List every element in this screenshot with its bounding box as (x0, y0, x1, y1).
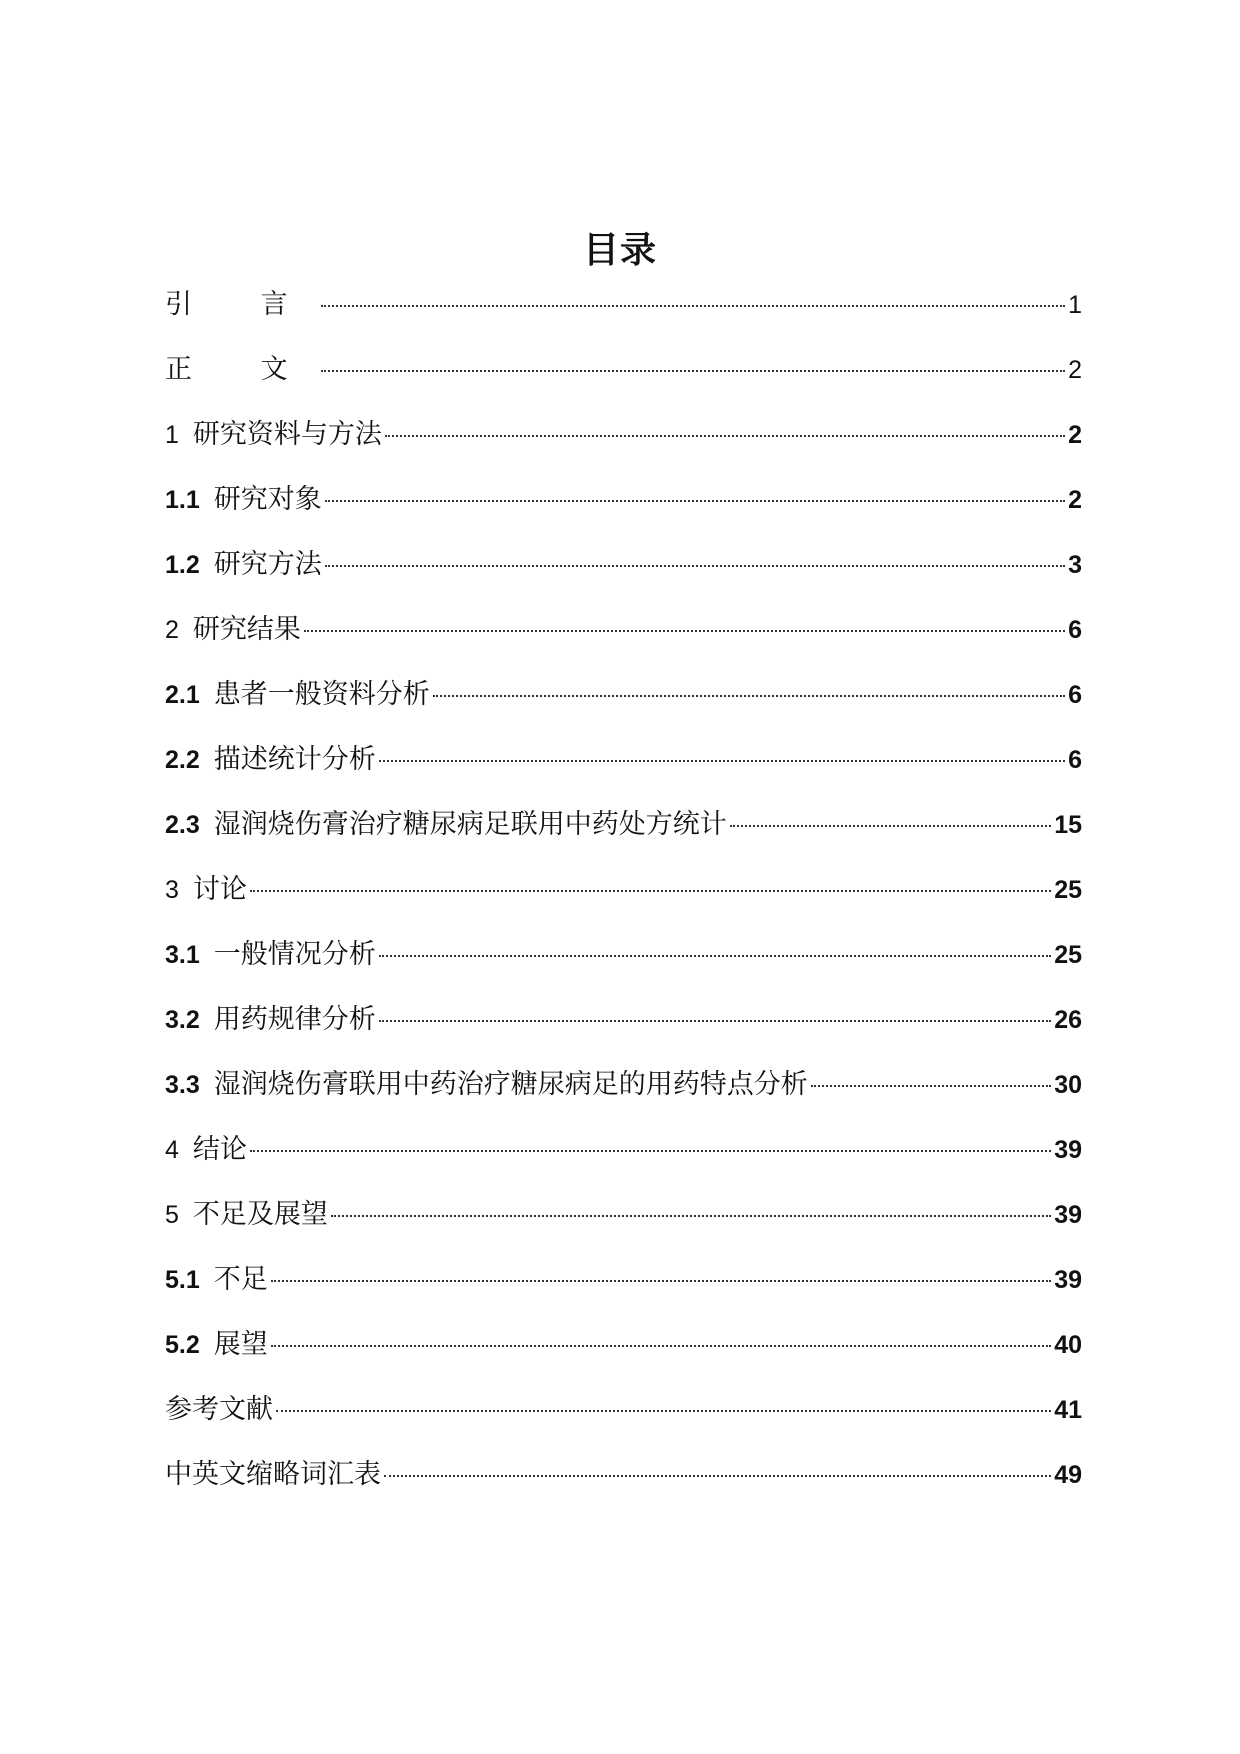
toc-entry-label: 讨论 (192, 874, 247, 905)
toc-entry-page-number: 39 (1054, 1266, 1082, 1294)
toc-entry-label: 患者一般资料分析 (213, 679, 430, 710)
toc-entry-label: 研究结果 (192, 614, 301, 645)
toc-entry-page-number: 6 (1068, 681, 1082, 709)
toc-entry-number: 4 (165, 1136, 179, 1164)
toc-entry-label: 不足 (213, 1264, 268, 1295)
toc-entry-label: 中英文缩略词汇表 (165, 1459, 381, 1490)
toc-entry[interactable] (165, 1196, 1082, 1261)
toc-entry-label: 结论 (192, 1134, 247, 1165)
toc-dot-leader (385, 435, 1065, 437)
toc-entry[interactable] (165, 1456, 1082, 1521)
toc-dot-leader (271, 1280, 1051, 1282)
toc-dot-leader (325, 565, 1065, 567)
toc-entry-number: 3 (165, 876, 179, 904)
toc-entry-page-number: 26 (1054, 1006, 1082, 1034)
toc-dot-leader (321, 370, 1066, 372)
toc-entry-label: 一般情况分析 (213, 939, 376, 970)
toc-entry-label: 不足及展望 (192, 1199, 328, 1230)
toc-entry-page-number: 39 (1054, 1201, 1082, 1229)
toc-dot-leader (379, 760, 1065, 762)
toc-entry-number: 1.2 (165, 551, 200, 579)
toc-entry-label: 用药规律分析 (213, 1004, 376, 1035)
toc-entry-number: 2.3 (165, 811, 200, 839)
toc-dot-leader (730, 825, 1051, 827)
toc-entry-number: 2.1 (165, 681, 200, 709)
toc-entry[interactable] (165, 1326, 1082, 1391)
toc-entry-number: 3.1 (165, 941, 200, 969)
toc-entry-label: 引 言 (165, 289, 318, 320)
toc-entry-page-number: 25 (1054, 876, 1082, 904)
toc-dot-leader (321, 305, 1066, 307)
toc-entry-page-number: 49 (1054, 1461, 1082, 1489)
toc-entry[interactable] (165, 1001, 1082, 1066)
toc-dot-leader (379, 955, 1051, 957)
toc-entry-number: 1 (165, 421, 179, 449)
toc-entry[interactable] (165, 546, 1082, 611)
toc-entry-number: 3.3 (165, 1071, 200, 1099)
toc-entry[interactable] (165, 286, 1082, 351)
toc-entry-page-number: 2 (1068, 421, 1082, 449)
toc-entry-label: 展望 (213, 1329, 268, 1360)
toc-entry[interactable] (165, 1131, 1082, 1196)
toc-entry-page-number: 41 (1054, 1396, 1082, 1424)
toc-entry-page-number: 6 (1068, 616, 1082, 644)
toc-entry[interactable] (165, 611, 1082, 676)
toc-dot-leader (433, 695, 1065, 697)
toc-entry[interactable] (165, 416, 1082, 481)
toc-dot-leader (276, 1410, 1051, 1412)
toc-entry-page-number: 40 (1054, 1331, 1082, 1359)
toc-entry-page-number: 1 (1068, 291, 1082, 319)
toc-dot-leader (325, 500, 1065, 502)
toc-entry[interactable] (165, 1261, 1082, 1326)
toc-dot-leader (331, 1215, 1051, 1217)
toc-entry-page-number: 15 (1054, 811, 1082, 839)
toc-entry[interactable] (165, 806, 1082, 871)
toc-dot-leader (271, 1345, 1051, 1347)
toc-dot-leader (250, 890, 1051, 892)
toc-dot-leader (304, 630, 1065, 632)
toc-entry-number: 1.1 (165, 486, 200, 514)
toc-entry-number: 5 (165, 1201, 179, 1229)
toc-dot-leader (811, 1085, 1051, 1087)
toc-entry-label: 研究对象 (213, 484, 322, 515)
toc-entry-number: 3.2 (165, 1006, 200, 1034)
toc-entry-page-number: 2 (1068, 486, 1082, 514)
toc-entry[interactable] (165, 936, 1082, 1001)
toc-entry-label: 参考文献 (165, 1394, 273, 1425)
toc-entry-page-number: 39 (1054, 1136, 1082, 1164)
toc-entry[interactable] (165, 1066, 1082, 1131)
toc-entry-page-number: 6 (1068, 746, 1082, 774)
toc-dot-leader (250, 1150, 1051, 1152)
toc-entry-label: 湿润烧伤膏治疗糖尿病足联用中药处方统计 (213, 809, 727, 840)
toc-entry-label: 湿润烧伤膏联用中药治疗糖尿病足的用药特点分析 (213, 1069, 808, 1100)
toc-entry-page-number: 3 (1068, 551, 1082, 579)
toc-entry[interactable] (165, 481, 1082, 546)
toc-entry-page-number: 2 (1068, 356, 1082, 384)
toc-entry-number: 5.2 (165, 1331, 200, 1359)
toc-entry[interactable] (165, 741, 1082, 806)
table-of-contents (165, 286, 1082, 1521)
toc-entry[interactable] (165, 1391, 1082, 1456)
toc-entry-label: 研究资料与方法 (192, 419, 382, 450)
page-title: 目录 (582, 230, 657, 271)
toc-dot-leader (384, 1475, 1051, 1477)
toc-entry-page-number: 25 (1054, 941, 1082, 969)
toc-entry-label: 正 文 (165, 354, 318, 385)
toc-entry-number: 2 (165, 616, 179, 644)
toc-entry-number: 2.2 (165, 746, 200, 774)
toc-entry-label: 研究方法 (213, 549, 322, 580)
toc-entry-number: 5.1 (165, 1266, 200, 1294)
toc-dot-leader (379, 1020, 1051, 1022)
toc-entry[interactable] (165, 676, 1082, 741)
toc-entry-page-number: 30 (1054, 1071, 1082, 1099)
toc-entry[interactable] (165, 351, 1082, 416)
toc-entry-label: 描述统计分析 (213, 744, 376, 775)
toc-entry[interactable] (165, 871, 1082, 936)
